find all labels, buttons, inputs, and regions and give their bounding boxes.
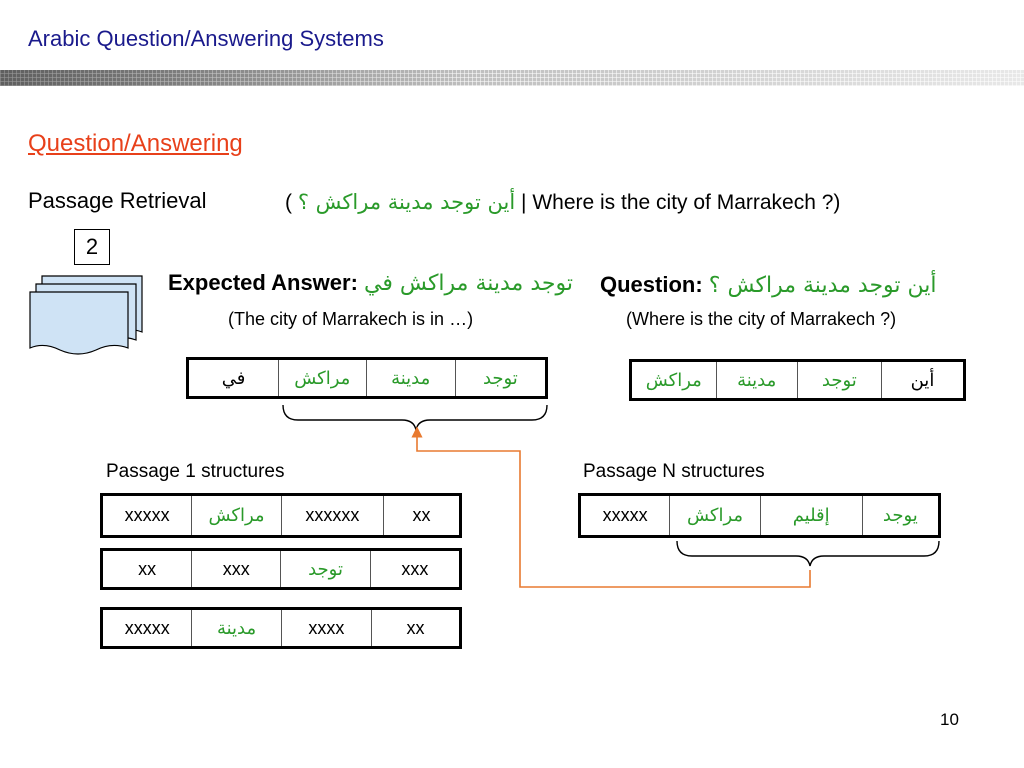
token-cell: مدينة bbox=[192, 609, 281, 648]
token-cell: xx bbox=[102, 550, 192, 589]
question-translation: (Where is the city of Marrakech ?) bbox=[626, 309, 897, 329]
passage-1-title: Passage 1 structures bbox=[106, 461, 285, 482]
token-cell: توجد bbox=[455, 359, 546, 398]
query-english: | Where is the city of Marrakech ?) bbox=[515, 191, 841, 214]
question-label: Question: bbox=[600, 272, 703, 297]
token-cell: إقليم bbox=[760, 495, 862, 537]
page-number: 10 bbox=[940, 710, 959, 729]
token-cell: يوجد bbox=[862, 495, 939, 537]
token-cell: مراكش bbox=[279, 359, 367, 398]
token-cell: توجد bbox=[797, 361, 881, 400]
expected-answer-arabic: توجد مدينة مراكش في bbox=[364, 271, 573, 296]
question-arabic: أين توجد مدينة مراكش ؟ bbox=[708, 273, 937, 298]
expected-answer-brace bbox=[283, 405, 547, 430]
token-cell: في bbox=[188, 359, 279, 398]
slide-title: Arabic Question/Answering Systems bbox=[28, 26, 384, 51]
query-open: ( bbox=[285, 191, 298, 214]
match-arrow bbox=[417, 432, 810, 587]
token-cell: xxx bbox=[370, 550, 460, 589]
token-cell: xxxxxx bbox=[281, 495, 383, 537]
expected-answer-translation: (The city of Marrakech is in …) bbox=[228, 309, 474, 329]
expected-answer-label: Expected Answer: bbox=[168, 270, 358, 295]
token-cell: xxxx bbox=[281, 609, 371, 648]
token-cell: مدينة bbox=[366, 359, 455, 398]
document-number: 2 bbox=[74, 229, 110, 265]
token-cell: مراكش bbox=[670, 495, 760, 537]
token-cell: توجد bbox=[281, 550, 370, 589]
token-cell: xx bbox=[371, 609, 460, 648]
token-cell: xxxxx bbox=[580, 495, 670, 537]
token-cell: xx bbox=[383, 495, 460, 537]
token-cell: مراكش bbox=[631, 361, 717, 400]
passage-n-title: Passage N structures bbox=[583, 461, 765, 482]
token-cell: مدينة bbox=[716, 361, 797, 400]
query-arabic: أين توجد مدينة مراكش ؟ bbox=[297, 190, 516, 214]
token-cell: xxxxx bbox=[102, 609, 192, 648]
token-cell: xxxxx bbox=[102, 495, 192, 537]
token-cell: xxx bbox=[192, 550, 281, 589]
section-title: Question/Answering bbox=[28, 130, 243, 157]
subsection-label: Passage Retrieval bbox=[28, 188, 207, 213]
token-cell: مراكش bbox=[192, 495, 281, 537]
passage-n-brace bbox=[677, 541, 939, 566]
token-cell: أين bbox=[881, 361, 964, 400]
